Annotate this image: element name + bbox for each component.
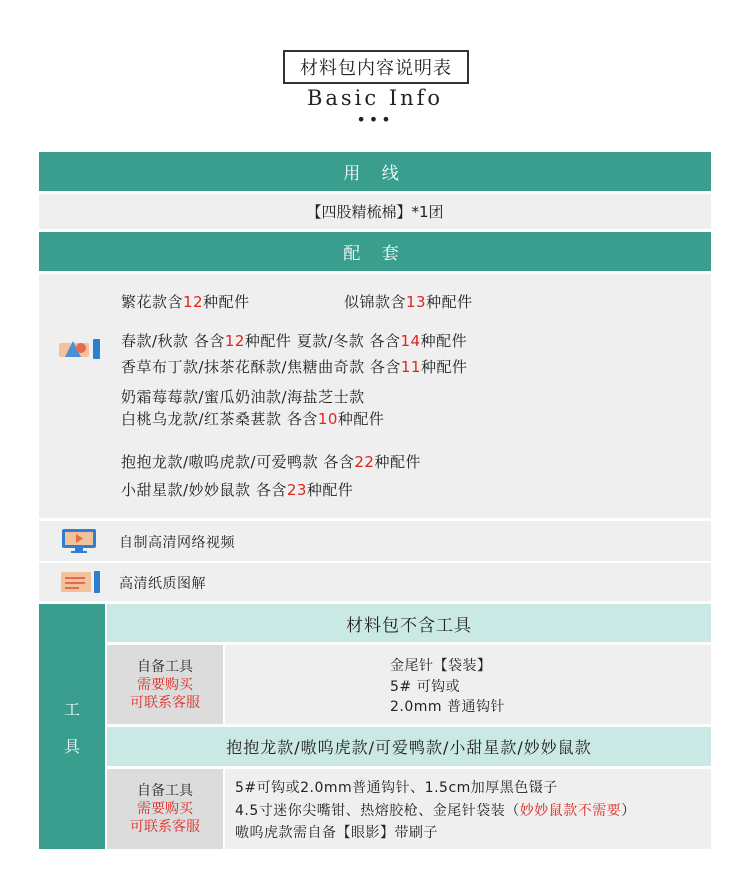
- video-play-icon: [61, 527, 97, 555]
- self-prepare-label: 自备工具: [137, 658, 193, 675]
- need-buy-label-2: 需要购买: [137, 801, 193, 817]
- tools-section1-right: [225, 645, 711, 724]
- accessory-line-2-seg-1: 13: [406, 293, 427, 311]
- diagram-row: [39, 563, 711, 601]
- accessory-line-4-seg-0: 香草布丁款/抹茶花酥款/焦糖曲奇款 各含: [121, 358, 401, 376]
- accessory-line-8-seg-0: 小甜星款/妙妙鼠款 各含: [121, 481, 287, 499]
- accessory-line-3-seg-2: 种配件 夏款/冬款 各含: [244, 332, 401, 350]
- title-dots: •••: [356, 110, 394, 129]
- diagram-label: 高清纸质图解: [119, 576, 206, 592]
- accessory-line-1-seg-0: 繁花款含: [121, 293, 184, 311]
- page-subtitle: Basic Info: [306, 86, 444, 110]
- yarn-content: 【四股精梳棉】*1团: [39, 194, 711, 229]
- accessory-line-6-seg-2: 种配件: [337, 410, 385, 428]
- accessory-line-8: [121, 479, 353, 500]
- accessory-line-8-seg-1: 23: [286, 481, 307, 499]
- accessory-line-2: [344, 291, 473, 312]
- accessory-line-3-seg-3: 14: [400, 332, 421, 350]
- tools-section2-heading: 抱抱龙款/嗷呜虎款/可爱鸭款/小甜星款/妙妙鼠款: [107, 727, 711, 766]
- tools-section2-left: [107, 769, 223, 849]
- accessory-line-6-seg-1: 10: [317, 410, 338, 428]
- accessories-heading: 配 套: [39, 232, 711, 271]
- paper-diagram-icon: [61, 570, 101, 594]
- tool-line-3: 2.0mm 普通钩针: [390, 699, 505, 715]
- accessory-line-3-seg-4: 种配件: [420, 332, 468, 350]
- tools-section1-heading: 材料包不含工具: [107, 604, 711, 642]
- accessory-line-4-seg-2: 种配件: [420, 358, 468, 376]
- accessory-line-7-seg-0: 抱抱龙款/嗷呜虎款/可爱鸭款 各含: [121, 453, 355, 471]
- accessories-panel: [39, 274, 711, 518]
- accessory-line-2-seg-2: 种配件: [426, 293, 473, 311]
- accessory-line-1-seg-1: 12: [183, 293, 204, 311]
- contact-service-label: 可联系客服: [130, 694, 200, 711]
- tool2-line-1: 5#可钩或2.0mm普通钩针、1.5cm加厚黑色镊子: [235, 780, 558, 796]
- accessory-line-7-seg-2: 种配件: [374, 453, 421, 471]
- accessory-line-3: [121, 330, 467, 351]
- accessory-line-6: [121, 408, 384, 429]
- accessory-line-1: [121, 291, 250, 312]
- accessory-line-6-seg-0: 白桃乌龙款/红茶桑葚款 各含: [121, 410, 318, 428]
- tool2-line-2: [235, 800, 636, 820]
- tools-section1-left: [107, 645, 223, 724]
- accessory-line-7-seg-1: 22: [354, 453, 375, 471]
- accessory-line-4: [121, 356, 468, 377]
- page-title: 材料包内容说明表: [283, 50, 469, 84]
- tool2-line-3: 嗷呜虎款需自备【眼影】带刷子: [235, 825, 438, 841]
- accessory-line-7: [121, 451, 421, 472]
- accessory-line-5: [121, 386, 365, 407]
- contact-service-label-2: 可联系客服: [130, 819, 200, 835]
- craft-icon: [59, 337, 103, 361]
- accessory-line-4-seg-1: 11: [400, 358, 421, 376]
- tool2-line-2a: 4.5寸迷你尖嘴钳、热熔胶枪、金尾针袋装（: [235, 803, 520, 819]
- yarn-heading: 用 线: [39, 152, 711, 191]
- accessory-line-3-seg-0: 春款/秋款 各含: [121, 332, 225, 350]
- tools-side-char-2: 具: [63, 736, 80, 756]
- tools-side-char-1: 工: [63, 699, 80, 719]
- tools-section2-right: [225, 769, 711, 849]
- self-prepare-label-2: 自备工具: [137, 783, 193, 799]
- tool2-line-2b: ）: [621, 803, 636, 819]
- accessory-line-3-seg-1: 12: [224, 332, 245, 350]
- video-label: 自制高清网络视频: [119, 535, 235, 551]
- tool2-line-2-red: 妙妙鼠款不需要: [519, 803, 622, 819]
- accessory-line-5-seg-0: 奶霜莓莓款/蜜瓜奶油款/海盐芝士款: [121, 388, 365, 406]
- tools-side-label: [39, 604, 105, 849]
- tool-line-1: 金尾针【袋装】: [390, 658, 492, 674]
- accessory-line-1-seg-2: 种配件: [203, 293, 250, 311]
- video-row: [39, 521, 711, 561]
- tool-line-2: 5# 可钩或: [390, 679, 461, 695]
- accessory-line-8-seg-2: 种配件: [306, 481, 354, 499]
- accessory-line-2-seg-0: 似锦款含: [344, 293, 407, 311]
- need-buy-label: 需要购买: [137, 676, 193, 693]
